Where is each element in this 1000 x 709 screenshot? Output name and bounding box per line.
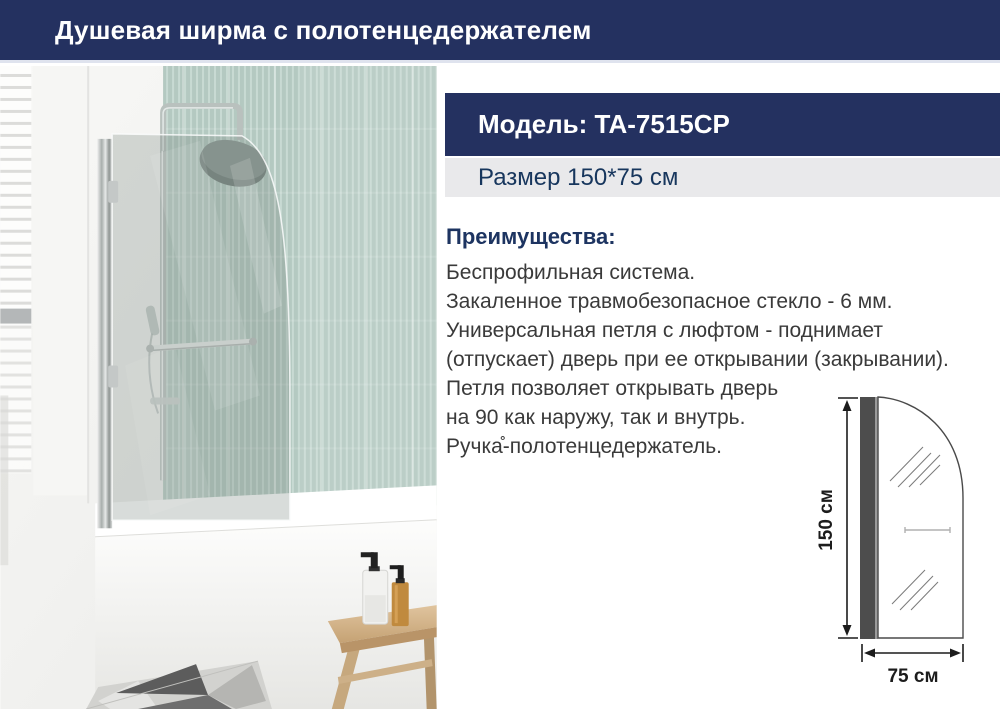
dimension-diagram — [816, 386, 986, 706]
bathroom-photo — [0, 66, 437, 709]
arrow-up-icon — [843, 400, 852, 411]
advantage-line: Универсальная петля с люфтом - поднимает — [446, 319, 884, 342]
bathroom-photo-art — [0, 66, 437, 709]
advantage-line: Беспрофильная система. — [446, 261, 696, 284]
header-bar — [0, 0, 1000, 63]
width-dimension — [862, 644, 963, 662]
height-dimension — [838, 398, 858, 638]
window-reveal — [33, 66, 88, 495]
arrow-down-icon — [843, 625, 852, 636]
height-dimension-label: 150 см — [816, 489, 837, 551]
diagram-glass-panel — [878, 397, 963, 638]
advantage-line: на 90 как наружу, так и внутрь. — [446, 406, 746, 429]
arrow-left-icon — [864, 649, 875, 658]
model-label: Модель: TA-7515CP — [478, 109, 730, 139]
advantage-line: Ручка̊-полотенцедержатель. — [446, 435, 723, 458]
diagram-wall-profile — [860, 397, 875, 639]
size-bar — [445, 158, 1000, 197]
width-dimension-label: 75 см — [887, 666, 939, 687]
advantage-line: Закаленное травмобезопасное стекло - 6 мм. — [446, 290, 893, 313]
size-label: Размер 150*75 см — [478, 163, 679, 191]
model-bar — [445, 93, 1000, 156]
advantage-line: Петля позволяет открывать дверь — [446, 377, 779, 400]
page-title: Душевая ширма с полотенцедержателем — [55, 14, 592, 45]
shower-screen-glass — [108, 134, 290, 520]
arrow-right-icon — [950, 649, 961, 658]
advantage-line: (отпускает) дверь при ее открывании (закрывании). — [446, 348, 949, 371]
dimension-diagram-art — [816, 386, 986, 706]
advantages-title: Преимущества: — [446, 224, 616, 249]
